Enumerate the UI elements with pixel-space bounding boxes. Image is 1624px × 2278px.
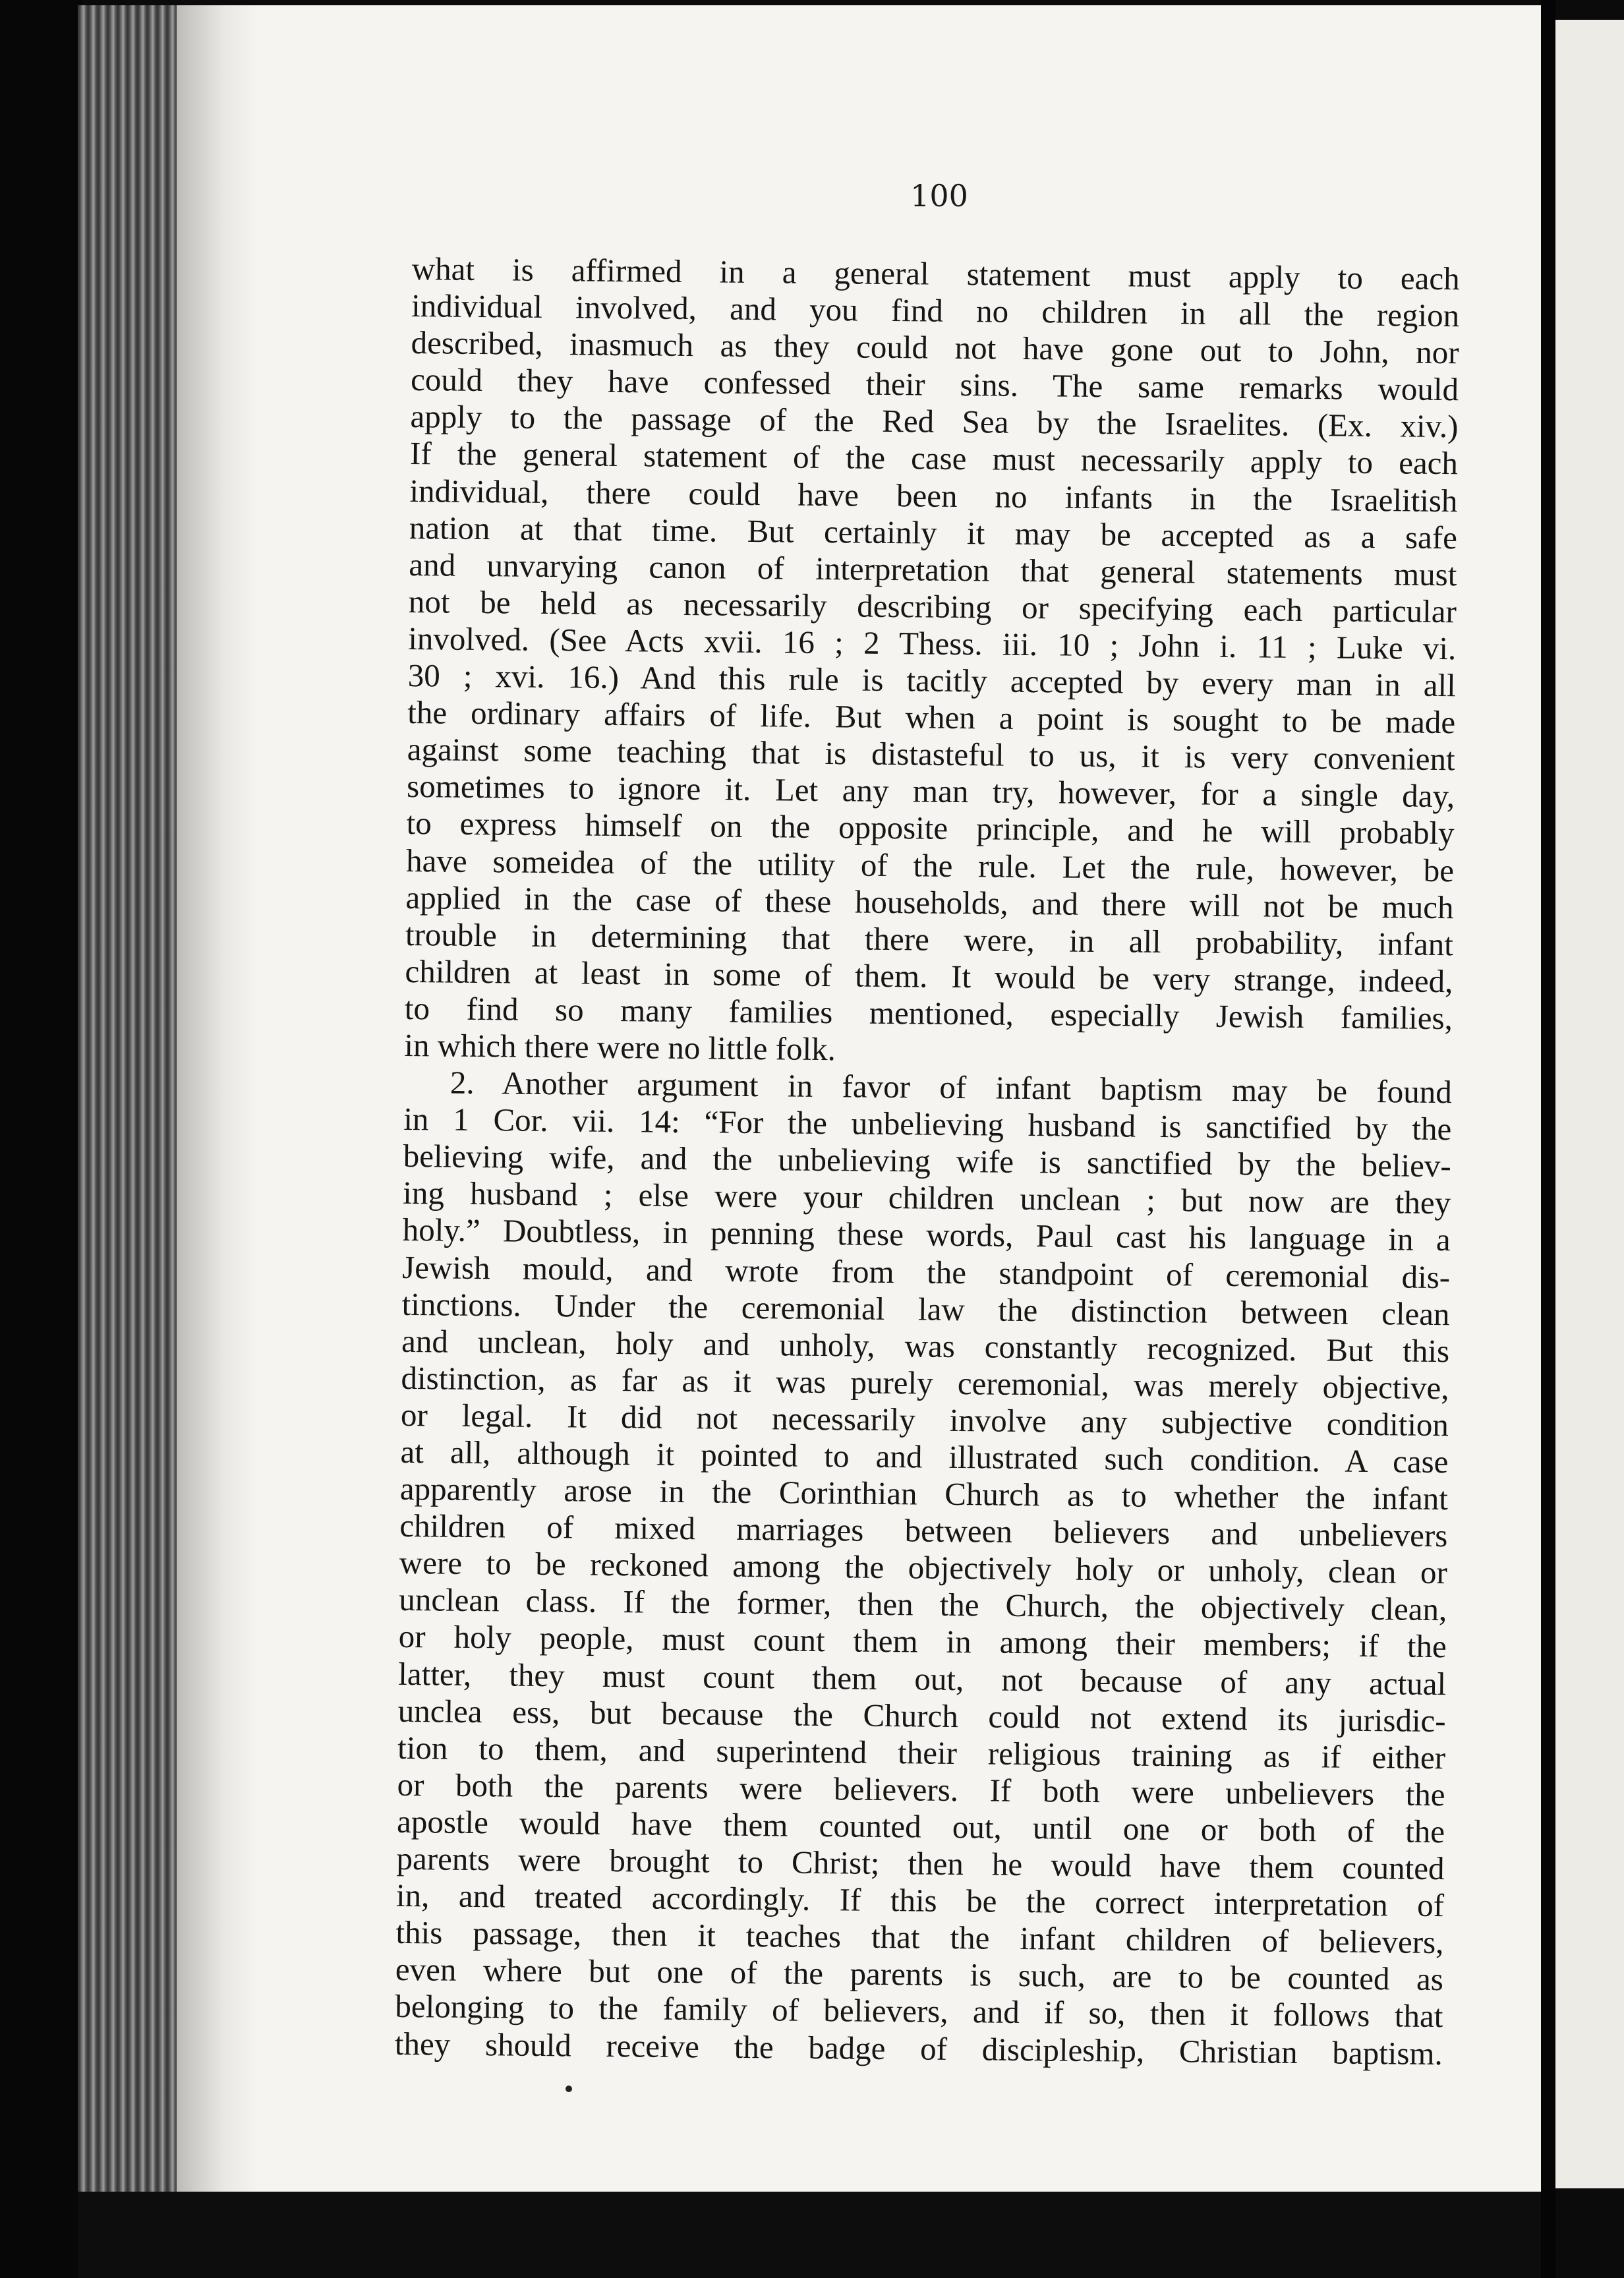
text-line: distinction, as far as it was purely ceremonial, was merely objective, <box>401 1359 1449 1406</box>
text-line: apply to the passage of the Red Sea by the Israelites. (Ex. xiv.) <box>410 398 1459 445</box>
text-line: latter, they must count them out, not because of any actual <box>398 1655 1447 1702</box>
text-line: have someidea of the utility of the rule. Let the rule, however, be <box>405 842 1455 889</box>
text-line: against some teaching that is distasteful to us, it is very convenient <box>407 731 1455 778</box>
text-line: in which there were no little folk. <box>404 1026 836 1068</box>
text-line: Jewish mould, and wrote from the standpoint of ceremonial dis- <box>401 1248 1451 1295</box>
text-line: parents were brought to Christ; then he would have them counted <box>396 1840 1445 1887</box>
text-line: children of mixed marriages between believers and unbelievers <box>399 1507 1448 1554</box>
text-line: ing husband ; else were your children unclean ; but now are they <box>403 1175 1451 1221</box>
text-line: not be held as necessarily describing or specifying each particular <box>408 583 1457 630</box>
text-line: or legal. It did not necessarily involve any subjective condition <box>400 1396 1449 1444</box>
page-fore-edge <box>78 5 177 2197</box>
text-line: individual involved, and you find no children in all the region <box>411 287 1460 334</box>
text-line: even where but one of the parents is such, are to be counted as <box>395 1951 1444 1998</box>
bottom-scan-margin <box>78 2192 1541 2278</box>
text-line: this passage, then it teaches that the infant children of believers, <box>395 1914 1444 1961</box>
text-line: If the general statement of the case must necessarily apply to each <box>409 435 1459 482</box>
text-line: 30 ; xvi. 16.) And this rule is tacitly accepted by every man in all <box>407 657 1457 704</box>
text-line: tinctions. Under the ceremonial law the distinction between clean <box>401 1285 1450 1332</box>
text-line: apostle would have them counted out, until one or both of the <box>396 1803 1445 1850</box>
text-line: at all, although it pointed to and illustrated such condition. A case <box>400 1433 1449 1480</box>
adjacent-page-edge <box>1555 20 1624 2188</box>
text-line: belonging to the family of believers, and if so, then it follows that <box>395 1988 1443 2035</box>
text-line: described, inasmuch as they could not have gone out to John, nor <box>411 324 1459 371</box>
text-line: or both the parents were believers. If both were unbelievers the <box>397 1766 1445 1813</box>
text-line: children at least in some of them. It would be very strange, indeed, <box>405 952 1453 999</box>
body-text <box>395 250 1460 2072</box>
text-line: applied in the case of these households, and there will not be much <box>405 879 1454 925</box>
left-scan-margin <box>0 0 82 2278</box>
book-gutter <box>1541 0 1555 2278</box>
text-line: or holy people, must count them in among their members; if the <box>398 1618 1447 1665</box>
text-line: they should receive the badge of discipleship, Christian baptism. <box>394 2025 1443 2072</box>
text-line: were to be reckoned among the objectively holy or unholy, clean or <box>399 1544 1448 1591</box>
text-line: unclean class. If the former, then the Church, the objectively clean, <box>399 1581 1447 1628</box>
page-number: 100 <box>910 178 968 214</box>
text-line: and unvarying canon of interpretation that general statements must <box>409 546 1457 593</box>
text-line: believing wife, and the unbelieving wife is sanctified by the believ- <box>403 1138 1452 1184</box>
text-line: 2. Another argument in favor of infant baptism may be found <box>450 1064 1453 1111</box>
text-line: could they have confessed their sins. The same remarks would <box>410 361 1459 408</box>
text-line: in, and treated accordingly. If this be the correct interpretation of <box>395 1877 1445 1924</box>
text-line: tion to them, and superintend their religious training as if either <box>397 1729 1446 1776</box>
page-fore-edge-shadow <box>177 5 256 2197</box>
text-line: the ordinary affairs of life. But when a point is sought to be made <box>407 694 1456 741</box>
text-line: unclea ess, but because the Church could not extend its jurisdic- <box>397 1692 1446 1739</box>
text-line: and unclean, holy and unholy, was constantly recognized. But this <box>401 1322 1450 1369</box>
text-line: holy.” Doubtless, in penning these words, Paul cast his language in a <box>402 1212 1451 1258</box>
text-line: involved. (See Acts xvii. 16 ; 2 Thess. iii. 10 ; John i. 11 ; Luke vi. <box>408 620 1457 667</box>
text-line: individual, there could have been no infants in the Israelitish <box>409 472 1458 519</box>
text-line: sometimes to ignore it. Let any man try, however, for a single day, <box>406 768 1455 815</box>
text-line: in 1 Cor. vii. 14: “For the unbelieving husband is sanctified by the <box>403 1101 1452 1148</box>
ink-speck <box>566 2086 572 2092</box>
text-line: apparently arose in the Corinthian Church as to whether the infant <box>399 1471 1449 1517</box>
text-line: trouble in determining that there were, in all probability, infant <box>405 916 1454 962</box>
text-line: what is affirmed in a general statement must apply to each <box>411 250 1460 297</box>
text-line: to find so many families mentioned, especially Jewish families, <box>404 989 1453 1037</box>
text-line: nation at that time. But certainly it may be accepted as a safe <box>409 509 1458 556</box>
text-line: to express himself on the opposite principle, and he will probably <box>406 805 1455 852</box>
